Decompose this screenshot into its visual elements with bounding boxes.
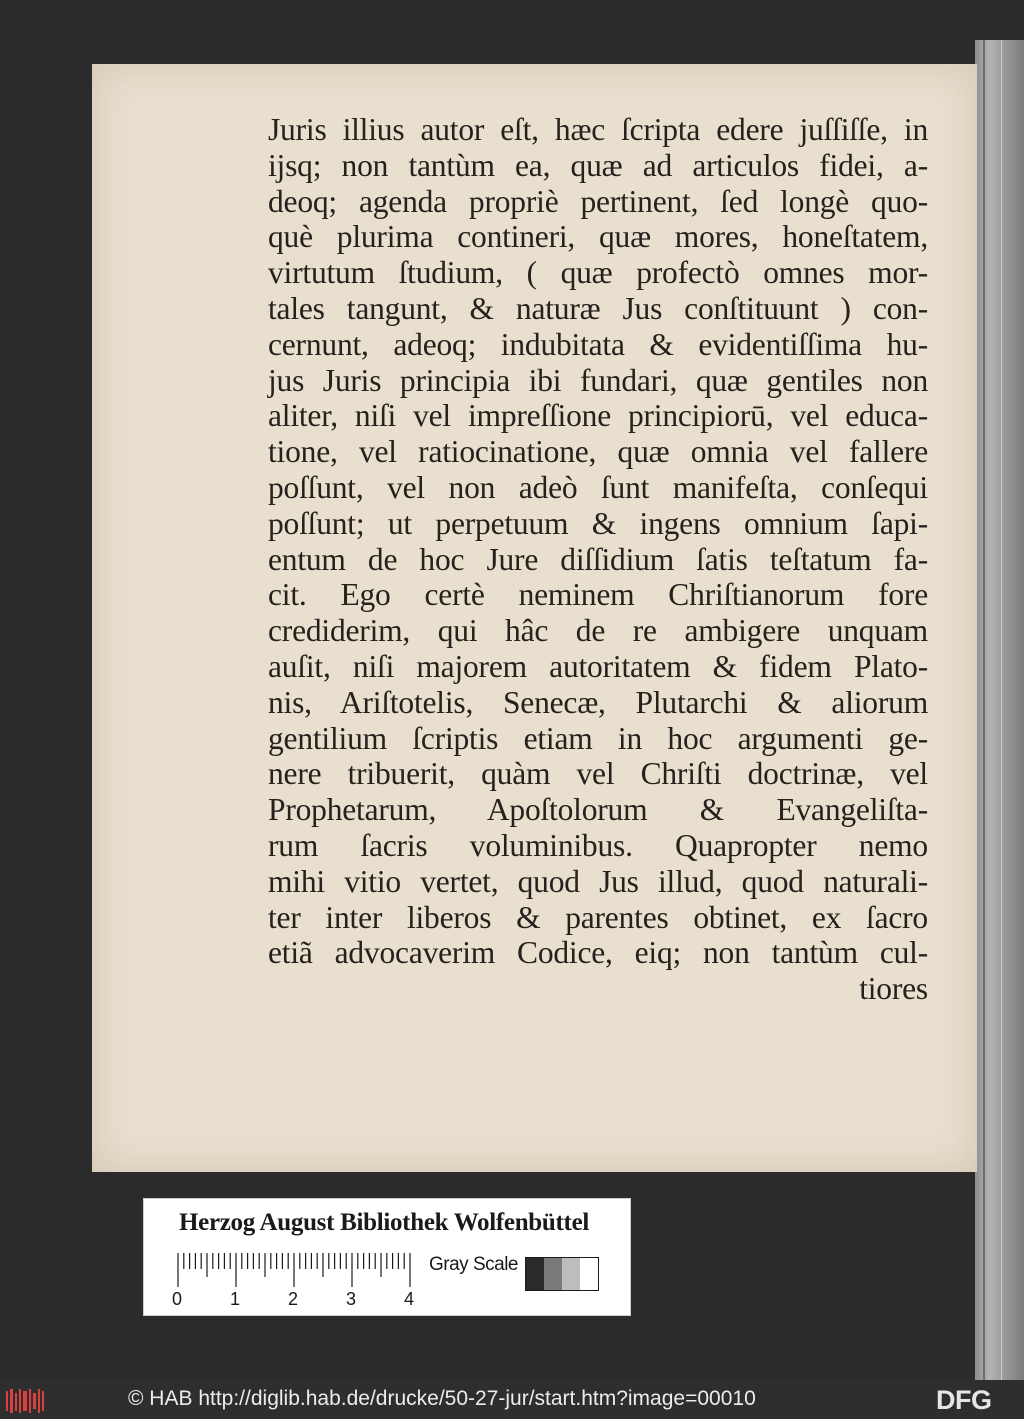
text-line: aliter, niſi vel impreſſione principiorū, vel educa- [268,398,928,434]
copyright-url[interactable]: © HAB http://diglib.hab.de/drucke/50-27-jur/start.htm?image=00010 [128,1387,756,1410]
ruler-number: 4 [404,1289,415,1309]
ruler-number: 1 [230,1289,241,1309]
text-line: mihi vitio vertet, quod Jus illud, quod naturali- [268,863,928,899]
text-line: cernunt, adeoq; indubitata & evidentiſſima hu- [268,326,928,362]
library-name: Herzog August Bibliothek Wolfenbüttel [179,1209,590,1236]
text-line: què plurima contineri, quæ mores, honeſtatem, [268,219,928,255]
text-line: ijsq; non tantùm ea, quæ ad articulos fidei, a- [268,147,928,183]
text-line: cit. Ego certè neminem Chriſtianorum fore [268,577,928,613]
text-line: ter inter liberos & parentes obtinet, ex ſacro [268,899,928,935]
text-line: nis, Ariſtotelis, Senecæ, Plutarchi & aliorum [268,684,928,720]
text-line: etiã advocaverim Codice, eiq; non tantùm cul- [268,935,928,971]
library-label [143,1198,631,1316]
text-line: Prophetarum, Apoſtolorum & Evangeliſta- [268,792,928,828]
text-line: tione, vel ratiocinatione, quæ omnia vel fallere [268,434,928,470]
catchword: tiores [859,971,928,1007]
footer-bar [0,1380,1024,1419]
ruler-number: 0 [172,1289,183,1309]
text-line: rum ſacris voluminibus. Quapropter nemo [268,827,928,863]
text-line: virtutum ſtudium, ( quæ profectò omnes mor- [268,255,928,291]
ruler-numbers [172,1289,432,1311]
gray-swatch [526,1258,544,1290]
ruler-scale [177,1251,417,1287]
text-line: gentilium ſcriptis etiam in hoc argumenti ge- [268,720,928,756]
gray-swatch [544,1258,562,1290]
gray-scale-label: Gray Scale [429,1254,518,1275]
text-line: jus Juris principia ibi fundari, quæ gentiles non [268,362,928,398]
barcode-icon [6,1389,46,1413]
text-line: poſſunt, vel non adeò ſunt manifeſta, conſequi [268,469,928,505]
gray-scale-swatches [525,1257,599,1291]
gray-swatch [562,1258,580,1290]
text-line: crediderim, qui hâc de re ambigere unquam [268,613,928,649]
text-line: poſſunt; ut perpetuum & ingens omnium ſapi- [268,505,928,541]
dfg-logo: DFG [936,1385,992,1415]
text-line: tales tangunt, & naturæ Jus conſtituunt ) con- [268,290,928,326]
text-line: nere tribuerit, quàm vel Chriſti doctrinæ, vel [268,756,928,792]
text-line: Juris illius autor eſt, hæc ſcripta edere juſſiſſe, in [268,112,928,147]
page-text-block [268,112,928,1007]
text-line: entum de hoc Jure diſſidium ſatis teſtatum fa- [268,541,928,577]
gray-swatch [580,1258,598,1290]
text-line: deoq; agenda propriè pertinent, ſed longè quo- [268,183,928,219]
ruler-number: 2 [288,1289,299,1309]
text-line: auſit, niſi majorem autoritatem & fidem Plato- [268,648,928,684]
page-stack-edge [975,40,1024,1380]
ruler-number: 3 [346,1289,357,1309]
